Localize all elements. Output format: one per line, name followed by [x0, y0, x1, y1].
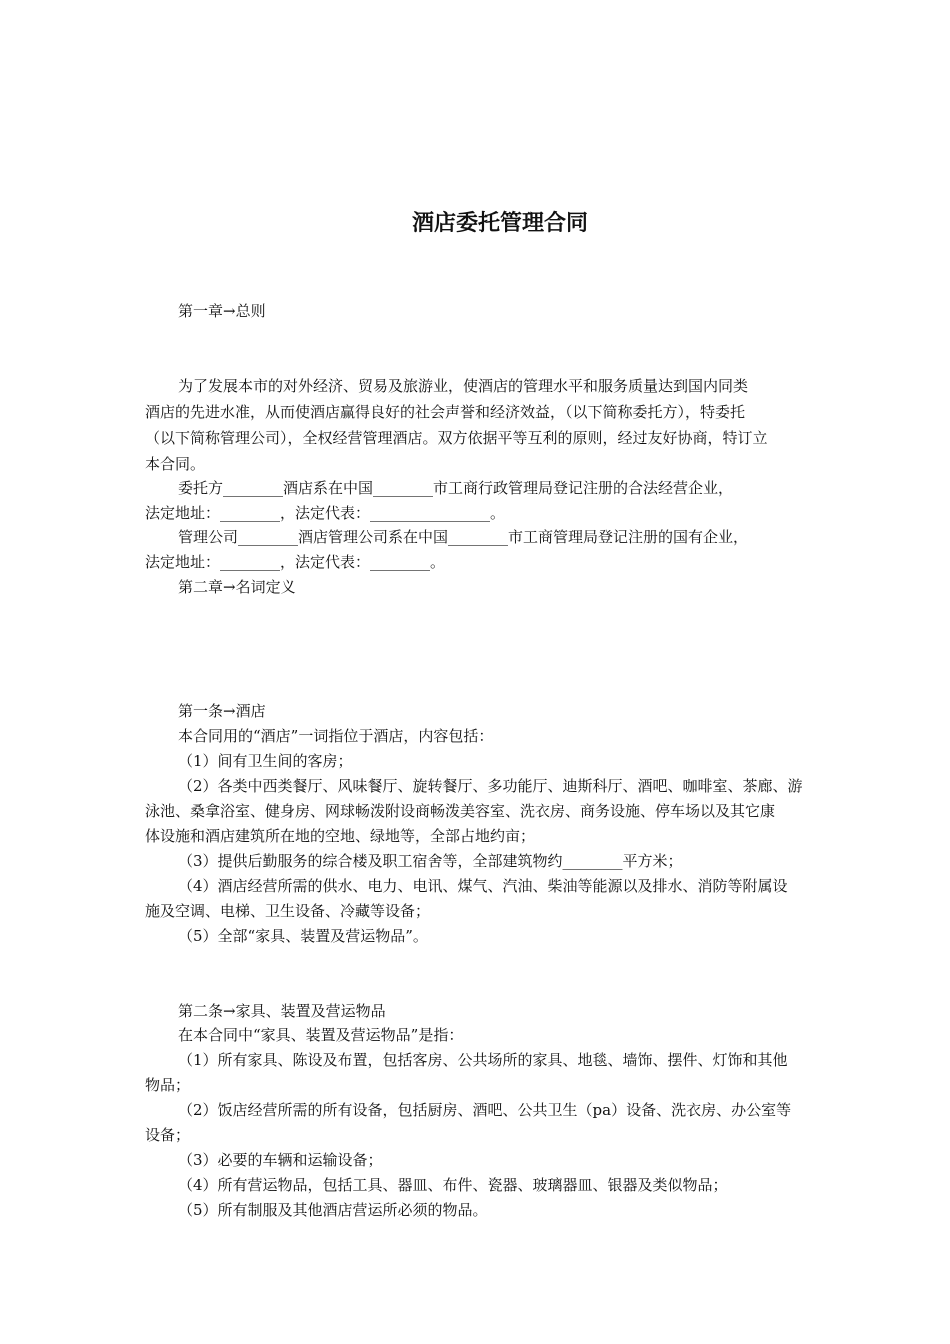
- list-item: （5）所有制服及其他酒店营运所必须的物品。: [178, 1201, 488, 1219]
- list-item: 体设施和酒店建筑所在地的空地、绿地等，全部占地约亩；: [145, 827, 536, 845]
- list-item: （4）所有营运物品，包括工具、器皿、布件、瓷器、玻璃器皿、银器及类似物品；: [178, 1176, 728, 1194]
- chapter-heading: 第二章→名词定义: [178, 578, 296, 596]
- paragraph-line: 本合同。: [145, 455, 206, 473]
- list-item: （3）必要的车辆和运输设备；: [178, 1151, 383, 1169]
- article-heading: 第一条→酒店: [178, 702, 266, 720]
- list-item: 泳池、桑拿浴室、健身房、网球畅泼附设商畅泼美容室、洗衣房、商务设施、停车场以及其它康: [145, 802, 776, 820]
- list-item: （2）饭店经营所需的所有设备，包括厨房、酒吧、公共卫生（pa）设备、洗衣房、办公室等: [178, 1101, 792, 1119]
- paragraph-line: 法定地址：________，法定代表：________。: [145, 553, 446, 571]
- list-item: （1）所有家具、陈设及布置，包括客房、公共场所的家具、地毯、墙饰、摆件、灯饰和其他: [178, 1051, 788, 1069]
- paragraph-line: （以下简称管理公司），全权经营管理酒店。双方依据平等互利的原则，经过友好协商，特订立: [145, 429, 768, 447]
- list-item: 施及空调、电梯、卫生设备、冷藏等设备；: [145, 902, 431, 920]
- list-item: （5）全部“家具、装置及营运物品”。: [178, 927, 428, 945]
- list-item: （2）各类中西类餐厅、风味餐厅、旋转餐厅、多功能厅、迪斯科厅、酒吧、咖啡室、茶廊、游: [178, 777, 803, 795]
- chapter-heading: 第一章→总则: [178, 302, 266, 320]
- list-item: （3）提供后勤服务的综合楼及职工宿舍等，全部建筑物约________平方米；: [178, 852, 683, 870]
- paragraph-line: 法定地址：________，法定代表：________________。: [145, 504, 506, 522]
- paragraph-line: 管理公司________酒店管理公司系在中国________市工商管理局登记注册的国有企业，: [178, 528, 749, 546]
- paragraph-line: 在本合同中“家具、装置及营运物品”是指：: [178, 1026, 464, 1044]
- paragraph-line: 酒店的先进水准，从而使酒店赢得良好的社会声誉和经济效益，（以下简称委托方），特委托: [145, 403, 746, 421]
- article-heading: 第二条→家具、装置及营运物品: [178, 1002, 386, 1020]
- list-item: 物品；: [145, 1076, 191, 1094]
- paragraph-line: 本合同用的“酒店”一词指位于酒店，内容包括：: [178, 727, 494, 745]
- list-item: （1）间有卫生间的客房；: [178, 752, 353, 770]
- list-item: （4）酒店经营所需的供水、电力、电讯、煤气、汽油、柴油等能源以及排水、消防等附属设: [178, 877, 788, 895]
- list-item: 设备；: [145, 1126, 191, 1144]
- document-title: 酒店委托管理合同: [411, 210, 588, 236]
- paragraph-line: 为了发展本市的对外经济、贸易及旅游业，使酒店的管理水平和服务质量达到国内同类: [178, 377, 749, 395]
- paragraph-line: 委托方________酒店系在中国________市工商行政管理局登记注册的合法经营企业，: [178, 479, 734, 497]
